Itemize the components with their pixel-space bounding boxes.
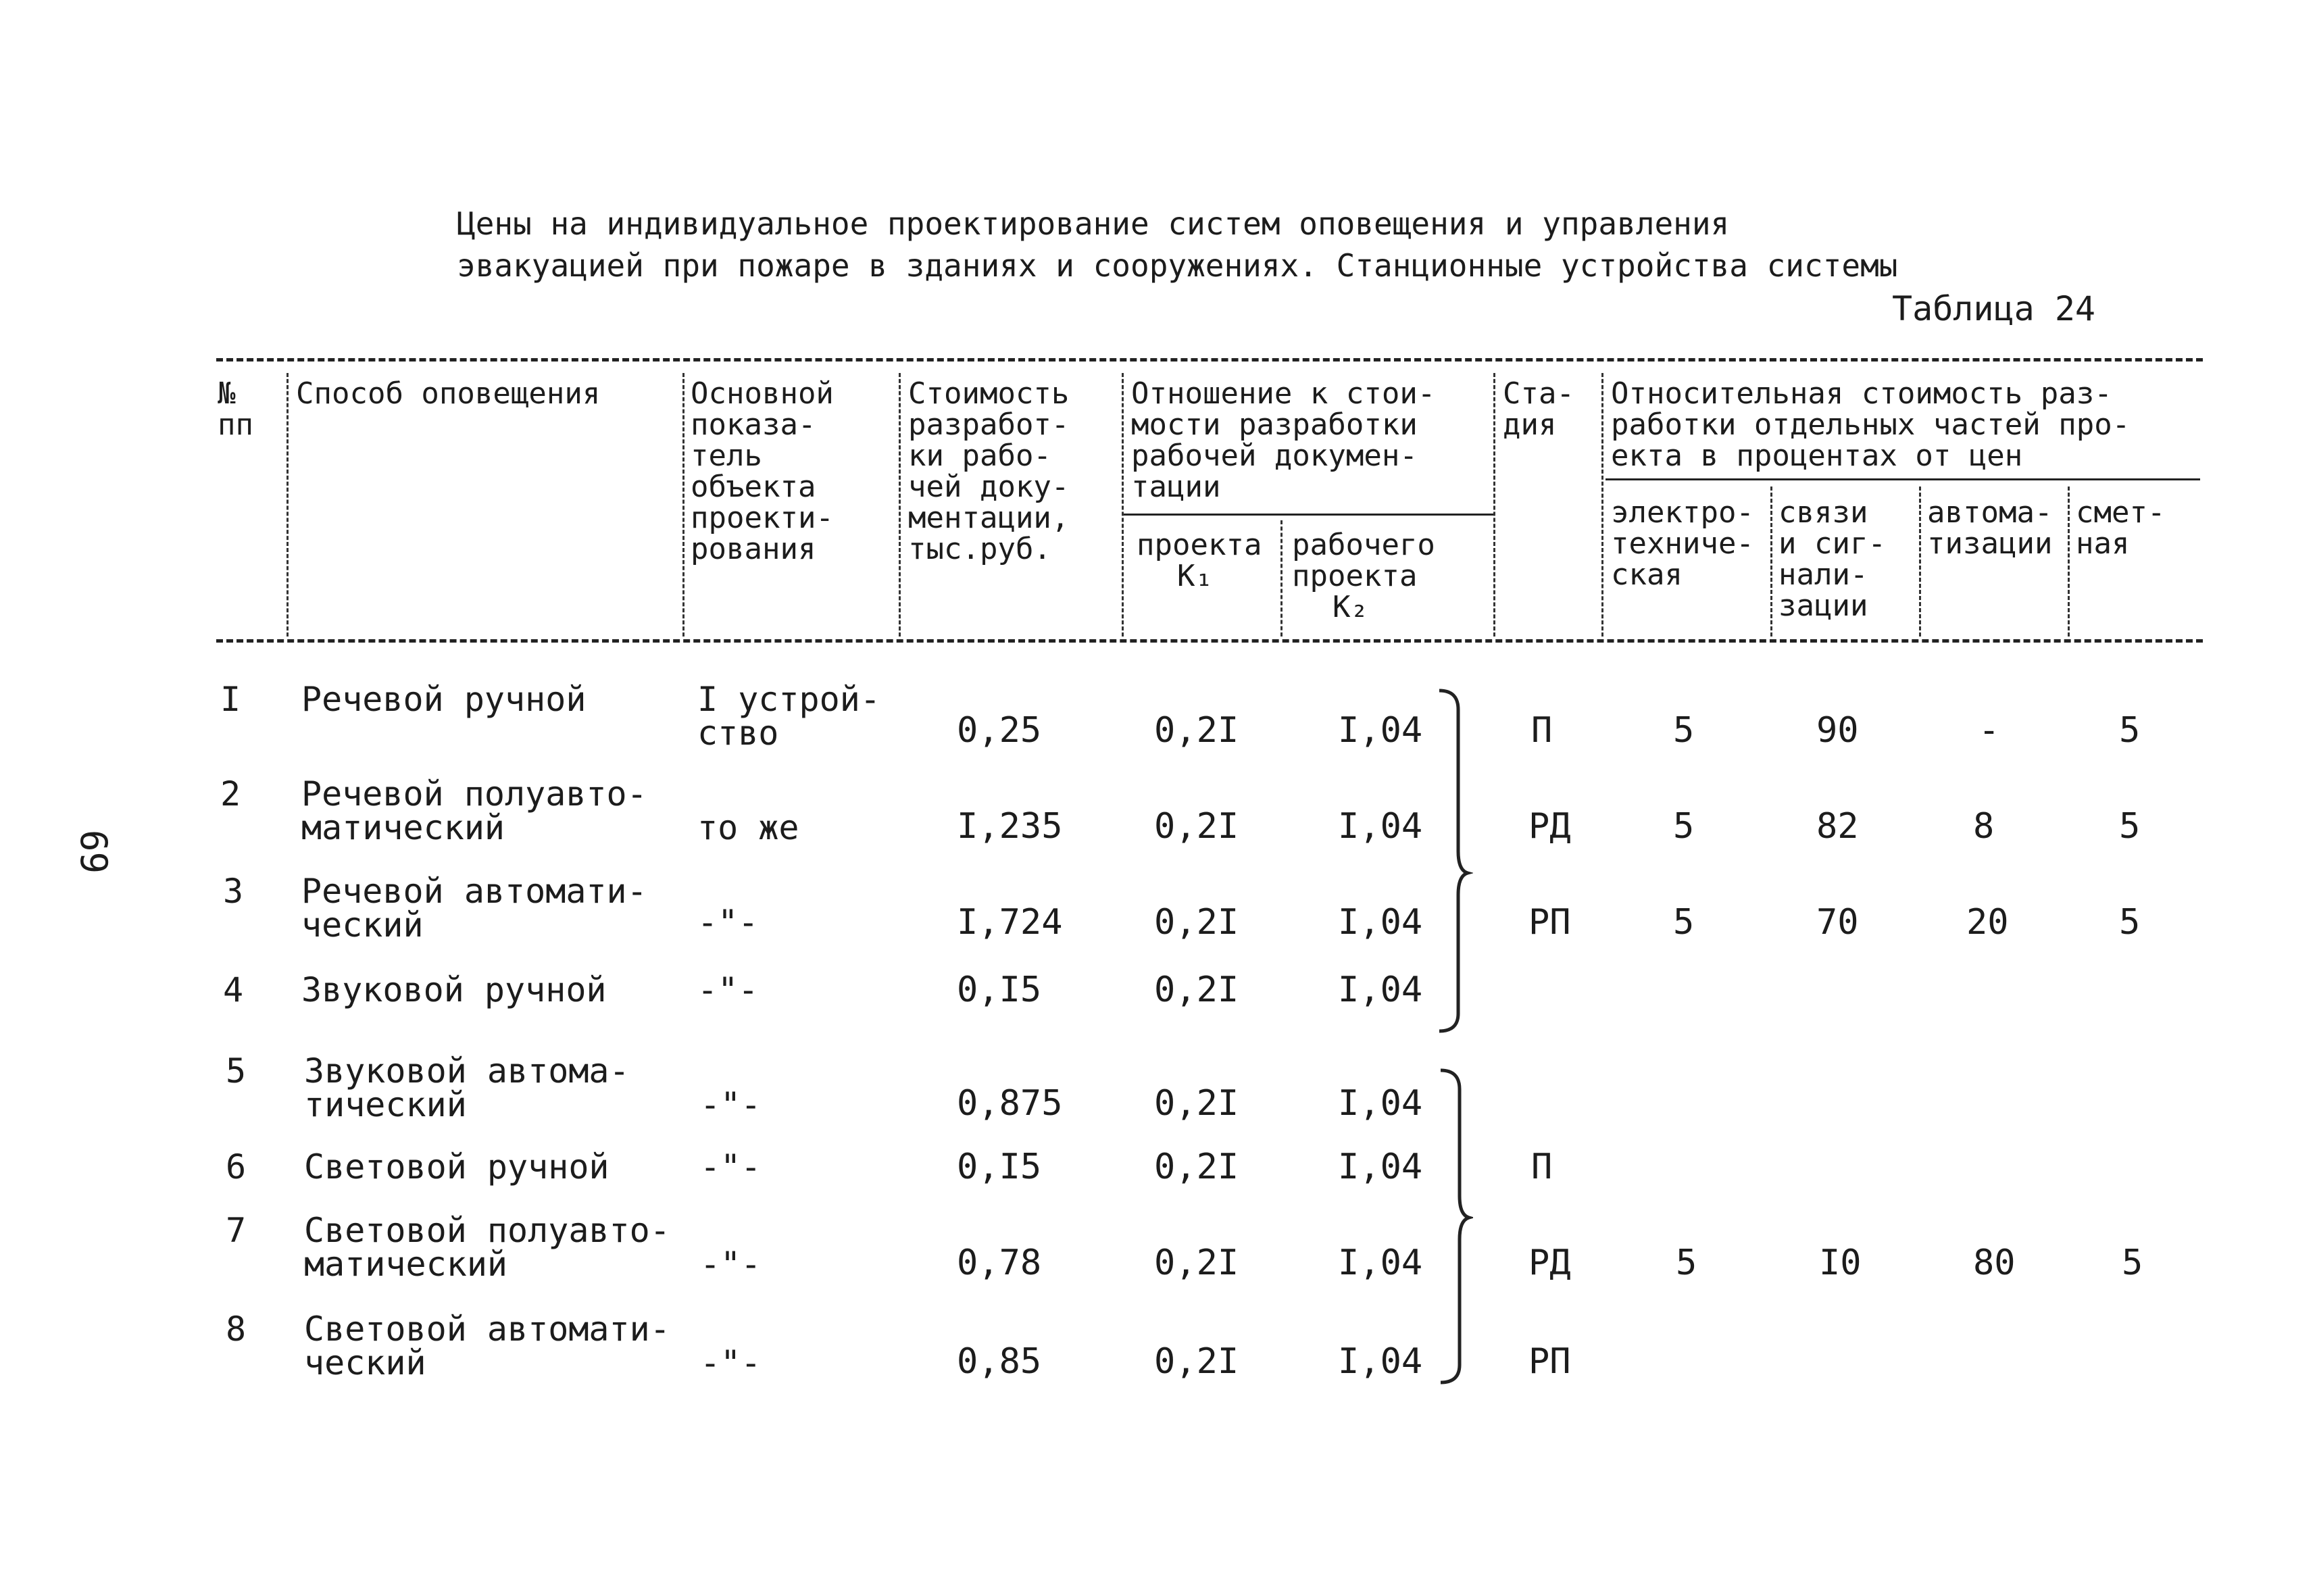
comm-cell: 82 — [1816, 806, 1859, 847]
row-method: Световой ручной — [304, 1147, 609, 1187]
row-indicator: то же — [697, 808, 799, 847]
stage-cell: РД — [1528, 806, 1571, 847]
col-divider — [1919, 487, 1921, 637]
header-bottom-rule — [216, 639, 2203, 643]
col-divider — [1280, 520, 1283, 637]
col-divider — [287, 373, 289, 637]
header-electro: электро- техниче- ская — [1611, 495, 1754, 592]
title-line-1: Цены на индивидуальное проектирование систем оповещения и управления — [457, 205, 1730, 242]
header-auto: автома- тизации — [1927, 495, 2053, 561]
row-indicator: I устрой- ство — [697, 680, 880, 753]
page-number: 69 — [72, 830, 115, 874]
ratio-subheader-rule — [1123, 514, 1495, 516]
stage-cell: П — [1531, 710, 1553, 751]
row-method: Звуковой автома- тический — [304, 1051, 630, 1124]
row-indicator: -"- — [700, 1245, 762, 1284]
row-number: 7 — [226, 1211, 247, 1250]
row-k2: I,04 — [1338, 806, 1423, 847]
row-cost: 0,875 — [957, 1083, 1063, 1124]
row-indicator: -"- — [697, 903, 759, 942]
header-k1: проекта К₁ — [1137, 528, 1262, 593]
row-method: Световой полуавто- матический — [304, 1211, 670, 1284]
col-divider — [1770, 487, 1772, 637]
comm-cell: I0 — [1819, 1243, 1862, 1283]
col-divider — [899, 373, 901, 637]
row-indicator: -"- — [700, 1085, 762, 1124]
row-method: Звуковой ручной — [301, 970, 607, 1009]
auto-cell: 20 — [1966, 902, 2009, 943]
row-number: 4 — [223, 970, 244, 1009]
estimate-cell: 5 — [2122, 1243, 2143, 1283]
col-divider — [1601, 373, 1603, 637]
row-indicator: -"- — [697, 970, 759, 1009]
title-line-2: эвакуацией при пожаре в зданиях и сооружениях. Станционные устройства системы — [457, 247, 1898, 284]
row-number: 6 — [226, 1147, 247, 1187]
col-divider — [682, 373, 684, 637]
col-divider — [1493, 373, 1495, 637]
row-cost: I,724 — [957, 902, 1063, 943]
row-k1: 0,2I — [1154, 1083, 1239, 1124]
row-cost: 0,85 — [957, 1341, 1042, 1382]
row-k1: 0,2I — [1154, 806, 1239, 847]
row-number: 8 — [226, 1310, 247, 1349]
row-cost: 0,78 — [957, 1243, 1042, 1283]
row-cost: I,235 — [957, 806, 1063, 847]
header-cost: Стоимость разработ- ки рабо- чей доку- ментации, тыс.руб. — [908, 376, 1070, 566]
row-indicator: -"- — [700, 1147, 762, 1187]
header-comm: связи и сиг- нали- зации — [1778, 495, 1886, 623]
row-k2: I,04 — [1338, 1341, 1423, 1382]
header-stage: Ста- дия — [1503, 376, 1574, 442]
header-relative: Относительная стоимость раз- работки отдельных частей про- екта в процентах от цен — [1611, 376, 2131, 473]
row-k2: I,04 — [1338, 1147, 1423, 1187]
stage-cell: П — [1531, 1147, 1553, 1187]
row-number: 3 — [223, 872, 244, 911]
row-k1: 0,2I — [1154, 1147, 1239, 1187]
estimate-cell: 5 — [2119, 902, 2141, 943]
estimate-cell: 5 — [2119, 710, 2141, 751]
header-ratio: Отношение к стои- мости разработки рабочей докумен- тации — [1131, 376, 1436, 504]
table-label: Таблица 24 — [1892, 289, 2096, 328]
row-number: 5 — [226, 1051, 247, 1091]
header-estimate: смет- ная — [2076, 495, 2166, 561]
row-number: 2 — [220, 774, 241, 814]
comm-cell: 70 — [1816, 902, 1859, 943]
row-method: Световой автомати- ческий — [304, 1310, 670, 1382]
relative-subheader-rule — [1605, 478, 2200, 480]
stage-cell: РД — [1528, 1243, 1571, 1283]
row-cost: 0,I5 — [957, 970, 1042, 1010]
group-2-bracket — [1441, 1070, 1469, 1382]
header-method: Способ оповещения — [296, 376, 601, 411]
header-num: № пп — [218, 376, 253, 442]
col-divider — [1122, 373, 1124, 637]
table-top-rule — [216, 358, 2203, 361]
stage-cell: РП — [1528, 902, 1571, 943]
row-k1: 0,2I — [1154, 710, 1239, 751]
comm-cell: 90 — [1816, 710, 1859, 751]
stage-cell: РП — [1528, 1341, 1571, 1382]
row-k2: I,04 — [1338, 970, 1423, 1010]
row-k1: 0,2I — [1154, 1341, 1239, 1382]
row-indicator: -"- — [700, 1343, 762, 1382]
estimate-cell: 5 — [2119, 806, 2141, 847]
row-cost: 0,25 — [957, 710, 1042, 751]
electro-cell: 5 — [1676, 1243, 1697, 1283]
row-method: Речевой полуавто- матический — [301, 774, 647, 847]
electro-cell: 5 — [1673, 710, 1695, 751]
row-k1: 0,2I — [1154, 970, 1239, 1010]
electro-cell: 5 — [1673, 806, 1695, 847]
row-k2: I,04 — [1338, 902, 1423, 943]
row-k2: I,04 — [1338, 1243, 1423, 1283]
group-1-bracket — [1439, 691, 1468, 1031]
header-indicator: Основной показа- тель объекта проекти- рования — [691, 376, 834, 566]
header-k2: рабочего проекта К₂ — [1292, 528, 1435, 624]
electro-cell: 5 — [1673, 902, 1695, 943]
row-method: Речевой автомати- ческий — [301, 872, 647, 945]
col-divider — [2068, 487, 2070, 637]
row-k1: 0,2I — [1154, 1243, 1239, 1283]
group-brackets — [1426, 682, 1473, 1399]
auto-cell: 80 — [1973, 1243, 2016, 1283]
row-k2: I,04 — [1338, 1083, 1423, 1124]
row-k2: I,04 — [1338, 710, 1423, 751]
row-cost: 0,I5 — [957, 1147, 1042, 1187]
row-method: Речевой ручной — [301, 680, 587, 719]
row-number: I — [220, 680, 241, 719]
auto-cell: 8 — [1973, 806, 1995, 847]
table-title — [457, 203, 1897, 286]
row-k1: 0,2I — [1154, 902, 1239, 943]
auto-cell: - — [1978, 710, 2000, 751]
